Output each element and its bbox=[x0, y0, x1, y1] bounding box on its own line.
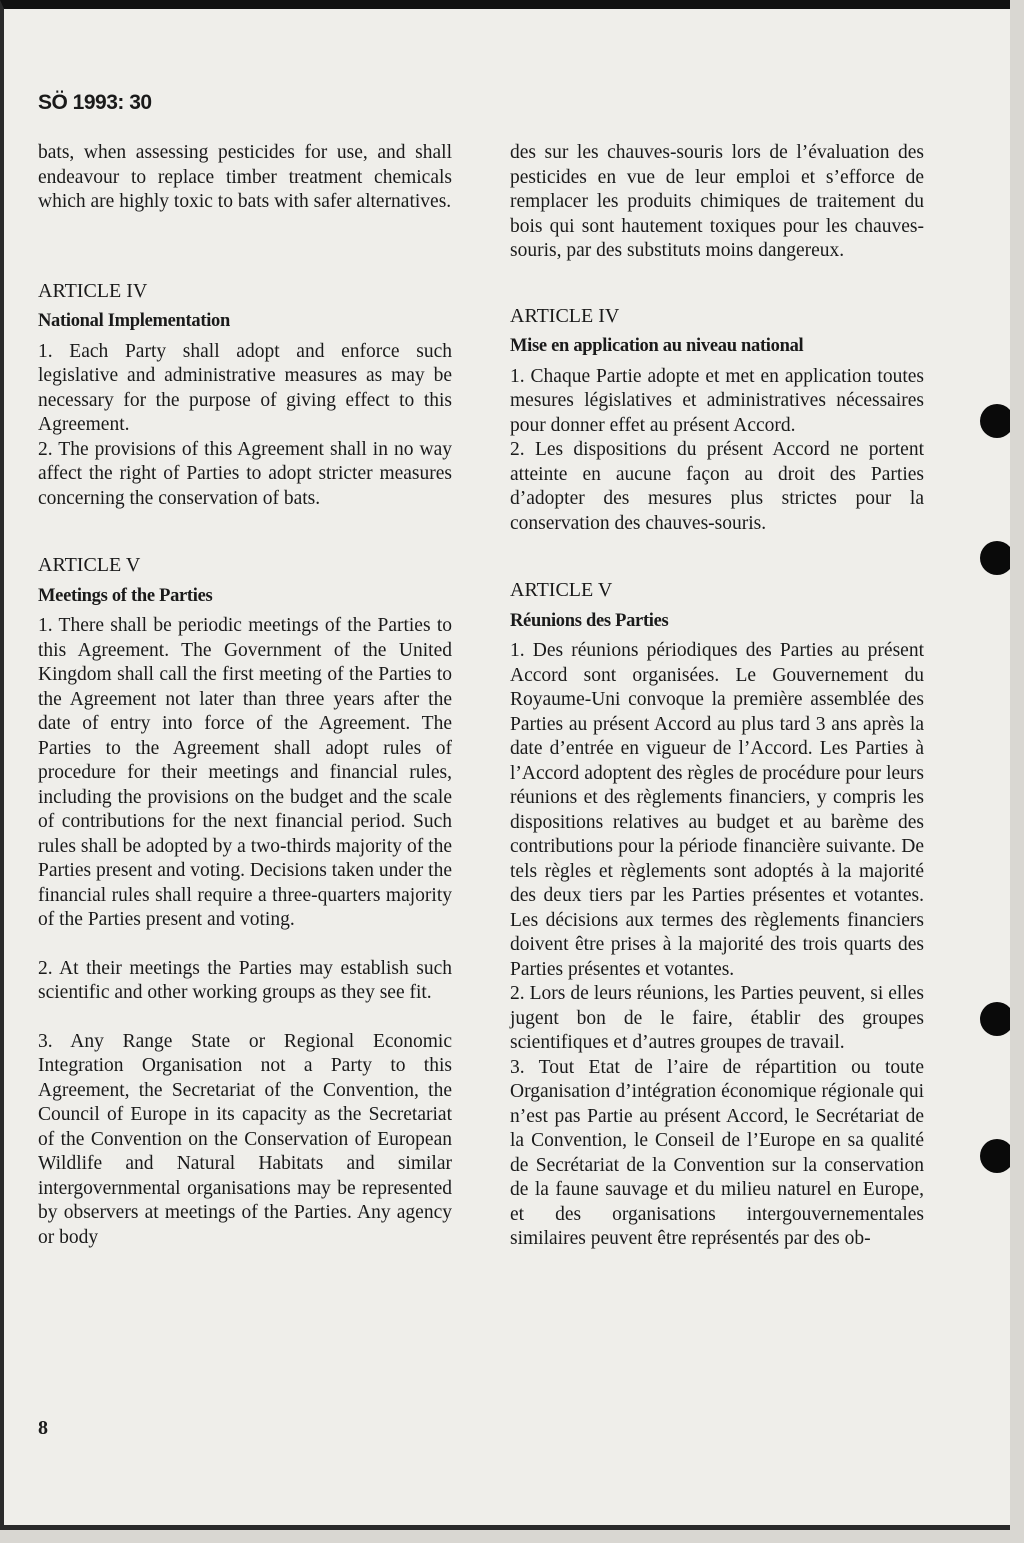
english-article-5-title: ARTICLE V bbox=[38, 554, 141, 576]
page-number: 8 bbox=[38, 1417, 48, 1439]
french-article-5-paragraph-3: 3. Tout Etat de l’aire de répartition ou toute Organisation d’intégration économique régionale qui n’est pas Partie au présent Accord, le Secrétariat de la Convention, le Conseil de l’Europe en sa qualité de Secrétariat de la Convention sur la conservation de la faune sauvage et du milieu naturel en Europe, et des organisations intergouvernementales similaires peuvent être représentés par des ob- bbox=[510, 1056, 924, 1249]
binder-hole-icon bbox=[980, 541, 1010, 575]
french-article-5-paragraph-1: 1. Des réunions périodiques des Parties au présent Accord sont organisées. Le Gouvernement du Royaume-Uni convoque la première assemblée des Parties au présent Accord au plus tard 3 ans après la date d’entrée en vigueur de l’Accord. Les Parties à l’Accord adoptent des règles de procédure pour leurs réunions et des règlements financiers, y compris les dispositions relatives au budget et au barème des contributions pour la période financière suivante. De tels règles et règlements sont adoptés à la majorité des deux tiers par les Parties présentes et votantes. Les décisions aux termes des règlements financiers doivent être prises à la majorité des trois quarts des Parties présentes et votantes. bbox=[510, 640, 924, 980]
document-reference: SÖ 1993: 30 bbox=[38, 91, 152, 114]
french-intro-paragraph: des sur les chauves-souris lors de l’évaluation des pesticides en vue de leur emploi et s’efforce de remplacer les produits chimiques de traitement du bois qui sont hautement toxiques pour les chauves-souris, par des substituts moins dangereux. bbox=[510, 142, 924, 261]
french-article-4-subtitle: Mise en application au niveau national bbox=[510, 336, 804, 356]
english-column bbox=[38, 141, 452, 1250]
french-article-4-paragraph-2: 2. Les dispositions du présent Accord ne portent atteinte en aucune façon au droit des Parties d’adopter des mesures plus strictes pour la conservation des chauves-souris. bbox=[510, 439, 924, 534]
english-article-5-subtitle: Meetings of the Parties bbox=[38, 585, 213, 606]
english-article-5-paragraph-1: 1. There shall be periodic meetings of the Parties to this Agreement. The Government of the United Kingdom shall call the first meeting of the Parties to the Agreement not later than three years after the date of entry into force of the Agreement. The Parties to the Agreement shall adopt rules of procedure for their meetings and financial rules, including the provisions on the budget and the scale of contributions for the next financial period. Such rules shall be adopted by a two-thirds majority of the Parties present and voting. Decisions taken under the financial rules shall require a three-quarters majority of the Parties present and voting. bbox=[38, 615, 452, 930]
binder-hole-icon bbox=[980, 404, 1010, 438]
french-article-5-title: ARTICLE V bbox=[510, 579, 613, 601]
french-article-4-title: ARTICLE IV bbox=[510, 304, 620, 327]
binder-hole-icon bbox=[980, 1139, 1010, 1173]
english-intro-paragraph: bats, when assessing pesticides for use, and shall endeavour to replace timber treatment chemicals which are highly toxic to bats with safer alternatives. bbox=[38, 142, 452, 212]
french-column bbox=[510, 141, 924, 1252]
english-article-5-paragraph-2: 2. At their meetings the Parties may establish such scientific and other working groups as they see fit. bbox=[38, 957, 452, 1003]
french-article-5-subtitle: Réunions des Parties bbox=[510, 610, 669, 631]
english-article-4-paragraph-2: 2. The provisions of this Agreement shall in no way affect the right of Parties to adopt stricter measures concerning the conservation of bats. bbox=[38, 438, 452, 509]
english-article-4-paragraph-1: 1. Each Party shall adopt and enforce such legislative and administrative measures as may be necessary for the purpose of giving effect to this Agreement. bbox=[38, 340, 452, 435]
french-article-4-paragraph-1: 1. Chaque Partie adopte et met en application toutes mesures législatives et administratives nécessaires pour donner effet au présent Accord. bbox=[510, 365, 924, 436]
binder-hole-icon bbox=[980, 1002, 1010, 1036]
english-article-4-subtitle: National Implementation bbox=[38, 311, 230, 331]
english-article-4-title: ARTICLE IV bbox=[38, 279, 148, 302]
french-article-5-paragraph-2: 2. Lors de leurs réunions, les Parties peuvent, si elles jugent bon de le faire, établir des groupes scientifiques et d’autres groupes de travail. bbox=[510, 983, 924, 1053]
english-article-5-paragraph-3: 3. Any Range State or Regional Economic Integration Organisation not a Party to this Agreement, the Secretariat of the Convention, the Council of Europe in its capacity as the Secretariat of the Convention on the Conservation of European Wildlife and Natural Habitats and similar intergovernmental organisations may be represented by observers at meetings of the Parties. Any agency or body bbox=[38, 1030, 452, 1248]
